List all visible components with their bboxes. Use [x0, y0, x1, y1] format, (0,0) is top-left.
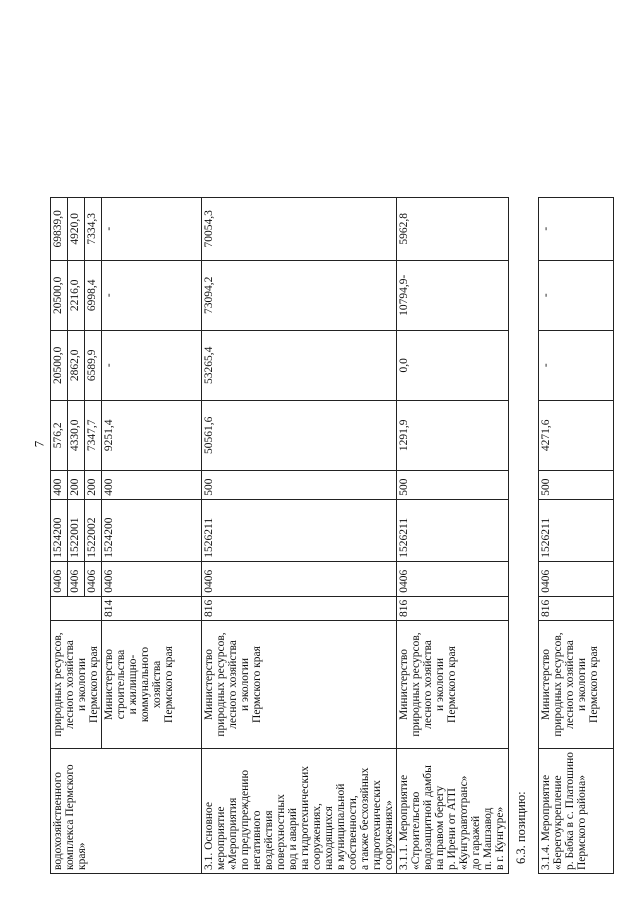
section-cell: 0406: [397, 561, 509, 596]
admin-cell: природных ресурсов, лесного хозяйства и экологии Пермского края: [51, 621, 102, 749]
total-cell: 4920,0: [68, 197, 85, 260]
admin-cell: Министерство природных ресурсов, лесного хозяйства и экологии Пермского края: [397, 621, 509, 749]
gov-code-cell: 816: [202, 596, 397, 620]
target-cell: 1526211: [539, 499, 614, 561]
admin-cell: Министерство строительства и жилищно- коммунального хозяйства Пермского края: [102, 621, 202, 749]
total-cell: -: [102, 197, 202, 260]
gov-code-cell: [51, 596, 102, 620]
year1-cell: 576,2: [51, 400, 68, 470]
target-cell: 1524200: [51, 499, 68, 561]
total-cell: 5962,8: [397, 197, 509, 260]
gov-code-cell: 814: [102, 596, 202, 620]
measure-name-cell: 3.1.4. Мероприятие «Берегоукрепление р. Бабка в с. Платошино Пермского района»: [539, 749, 614, 874]
budget-table-top: [50, 197, 509, 874]
table-row: [202, 197, 397, 873]
gov-code-cell: 816: [397, 596, 509, 620]
year1-cell: 4330,0: [68, 400, 85, 470]
budget-table-bottom: [538, 197, 614, 874]
admin-cell: Министерство природных ресурсов, лесного хозяйства и экологии Пермского края: [539, 621, 614, 749]
measure-name-cell: 3.1.1. Мероприятие «Строительство водозащитной дамбы на правом берегу р. Ирени от АТП «Кунгуравтотранс» до гаражей п. Машзавод в г. Кунгуре»: [397, 749, 509, 874]
vr-cell: 500: [202, 470, 397, 499]
year3-cell: 6998,4: [85, 260, 102, 330]
vr-cell: 500: [539, 470, 614, 499]
section-cell: 0406: [202, 561, 397, 596]
target-cell: 1524200: [102, 499, 202, 561]
year1-cell: 1291,9: [397, 400, 509, 470]
page-number: 7: [31, 440, 47, 448]
vr-cell: 200: [85, 470, 102, 499]
year3-cell: -: [102, 260, 202, 330]
section-cell: 0406: [539, 561, 614, 596]
year1-cell: 7347,7: [85, 400, 102, 470]
total-cell: -: [539, 197, 614, 260]
section-cell: 0406: [68, 561, 85, 596]
year2-cell: 53265,4: [202, 330, 397, 400]
rotated-content: [50, 10, 640, 874]
total-cell: 70054,3: [202, 197, 397, 260]
year2-cell: 20500,0: [51, 330, 68, 400]
table-row: [51, 197, 68, 873]
table-row: [539, 197, 614, 873]
year2-cell: -: [539, 330, 614, 400]
section-cell: 0406: [51, 561, 68, 596]
target-cell: 1522001: [68, 499, 85, 561]
year1-cell: 9251,4: [102, 400, 202, 470]
program-name-cell: водохозяйственного комплекса Пермского края»: [51, 749, 202, 874]
target-cell: 1526211: [202, 499, 397, 561]
table-row: [397, 197, 509, 873]
section-cell: 0406: [85, 561, 102, 596]
year3-cell: 73094,2: [202, 260, 397, 330]
vr-cell: 400: [102, 470, 202, 499]
admin-cell: Министерство природных ресурсов, лесного хозяйства и экологии Пермского края: [202, 621, 397, 749]
year3-cell: 20500,0: [51, 260, 68, 330]
year3-cell: 10794,9-: [397, 260, 509, 330]
gov-code-cell: 816: [539, 596, 614, 620]
total-cell: 7334,3: [85, 197, 102, 260]
year2-cell: 6589,9: [85, 330, 102, 400]
year3-cell: 2216,0: [68, 260, 85, 330]
section-caption: 6.3. позицию:: [514, 791, 528, 864]
target-cell: 1526211: [397, 499, 509, 561]
vr-cell: 500: [397, 470, 509, 499]
total-cell: 69839,0: [51, 197, 68, 260]
vr-cell: 400: [51, 470, 68, 499]
year2-cell: 2862,0: [68, 330, 85, 400]
year1-cell: 50561,6: [202, 400, 397, 470]
measure-name-cell: 3.1. Основное мероприятие «Мероприятия по предупреждению негативного воздействия поверхностных вод и аварий на гидротехнических сооружениях, находящихся в муниципальной собственности, а также бесхозяйных гидротехнических сооружениях»: [202, 749, 397, 874]
section-cell: 0406: [102, 561, 202, 596]
year1-cell: 4271,6: [539, 400, 614, 470]
year3-cell: -: [539, 260, 614, 330]
target-cell: 1522002: [85, 499, 102, 561]
year2-cell: 0,0: [397, 330, 509, 400]
year2-cell: -: [102, 330, 202, 400]
vr-cell: 200: [68, 470, 85, 499]
